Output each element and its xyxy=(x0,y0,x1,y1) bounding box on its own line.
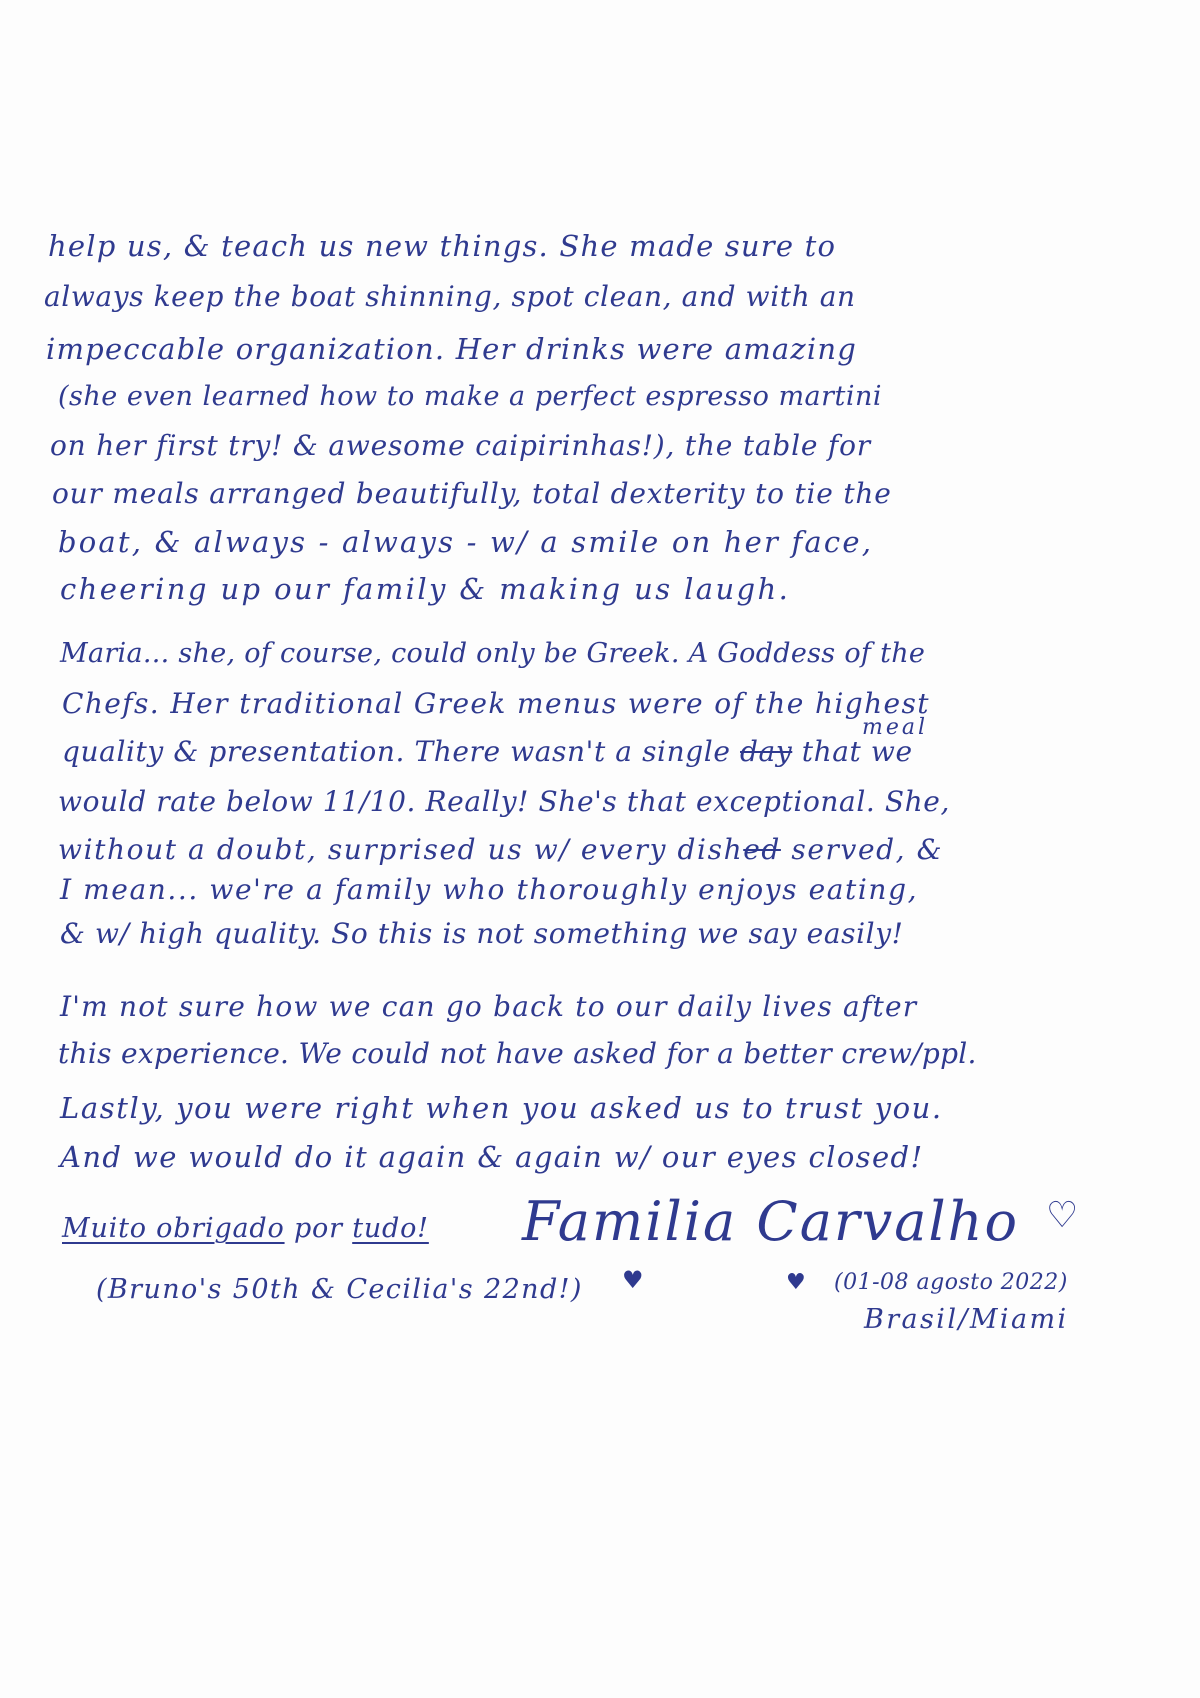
heart-icon: ♥ xyxy=(786,1270,806,1295)
heart-icon: ♥ xyxy=(622,1266,644,1294)
trip-location: Brasil/Miami xyxy=(864,1304,1069,1335)
letter-line: Lastly, you were right when you asked us to trust you. xyxy=(60,1091,943,1125)
letter-line: Maria... she, of course, could only be Greek. A Goddess of the xyxy=(60,638,926,669)
letter-line: on her first try! & awesome caipirinhas!), the table for xyxy=(50,429,871,462)
letter-line: cheering up our family & making us laugh. xyxy=(60,572,791,606)
letter-line: impeccable organization. Her drinks were amazing xyxy=(46,332,857,366)
trip-dates: (01-08 agosto 2022) xyxy=(834,1270,1068,1295)
letter-line xyxy=(62,735,913,768)
letter-line: would rate below 11/10. Really! She's that exceptional. She, xyxy=(58,785,950,818)
letter-line: (she even learned how to make a perfect espresso martini xyxy=(58,381,883,412)
letter-text: that we xyxy=(801,735,913,768)
struck-word: ed xyxy=(743,833,781,866)
thanks-text: por xyxy=(293,1213,343,1244)
letter-line: Chefs. Her traditional Greek menus were of the highest xyxy=(62,687,930,720)
letter-text: served, & xyxy=(791,833,944,866)
letter-line: this experience. We could not have asked for a better crew/ppl. xyxy=(58,1037,977,1070)
letter-line: our meals arranged beautifully, total dexterity to tie the xyxy=(52,477,892,510)
occasion-note: (Bruno's 50th & Cecilia's 22nd!) xyxy=(96,1274,583,1305)
insertion-word: meal xyxy=(862,715,929,740)
letter-line: I mean... we're a family who thoroughly enjoys eating, xyxy=(60,873,919,906)
thanks-text: tudo! xyxy=(352,1213,429,1244)
letter-text: quality & presentation. There wasn't a single xyxy=(62,735,731,768)
letter-line: I'm not sure how we can go back to our daily lives after xyxy=(60,990,918,1023)
letter-line: & w/ high quality. So this is not something we say easily! xyxy=(60,917,904,950)
letter-line: always keep the boat shinning, spot clean, and with an xyxy=(44,280,856,313)
letter-line: help us, & teach us new things. She made sure to xyxy=(48,229,837,263)
letter-text: without a doubt, surprised us w/ every dish xyxy=(58,833,744,866)
heart-icon: ♡ xyxy=(1046,1195,1079,1236)
letter-line: And we would do it again & again w/ our eyes closed! xyxy=(60,1140,924,1174)
letter-line xyxy=(58,833,944,866)
letter-line: boat, & always - always - w/ a smile on her face, xyxy=(58,525,874,559)
closing-thanks xyxy=(62,1215,429,1242)
signature: Familia Carvalho xyxy=(522,1190,1019,1253)
struck-word: day xyxy=(740,735,793,768)
thanks-text: Muito obrigado xyxy=(62,1213,285,1244)
